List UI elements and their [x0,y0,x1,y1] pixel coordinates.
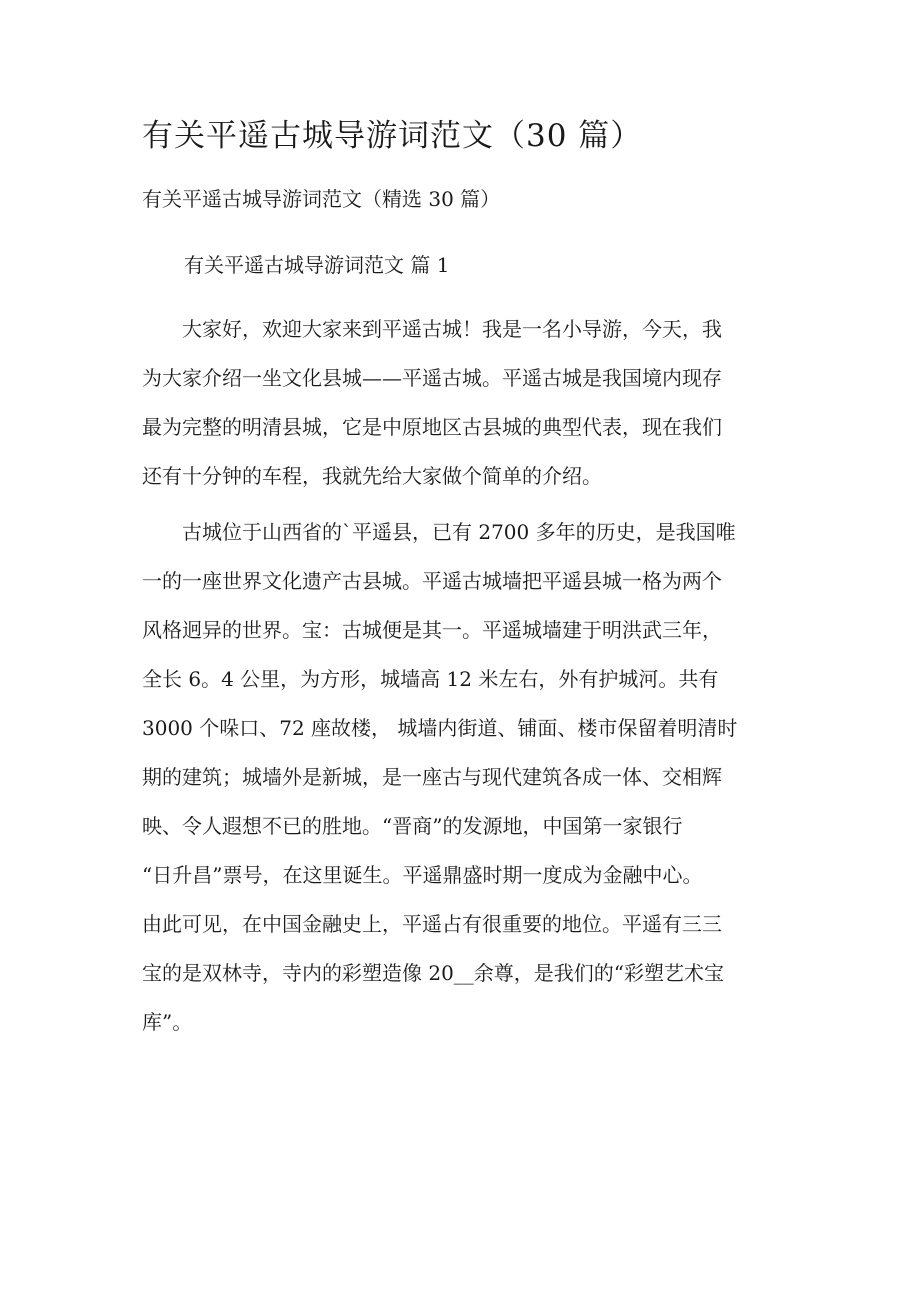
paragraph-line: 3000 个哚口、72 座故楼， 城墙内街道、铺面、楼市保留着明清时 [142,716,738,740]
paragraph-line: 库”。 [142,1010,193,1034]
paragraph-line: 大家好，欢迎大家来到平遥古城！我是一名小导游，今天，我 [142,317,722,341]
paragraph-line: 还有十分钟的车程，我就先给大家做个简单的介绍。 [142,464,602,488]
paragraph-line: 宝的是双林寺，寺内的彩塑造像 20__余尊，是我们的“彩塑艺术宝 [142,961,725,985]
document-title: 有关平遥古城导游词范文（30 篇） [142,118,643,154]
paragraph-line: 风格迥异的世界。宝：古城便是其一。平遥城墙建于明洪武三年， [142,618,722,642]
paragraph-line: 全长 6。4 公里，为方形，城墙高 12 米左右，外有护城河。共有 [142,667,719,691]
paragraph-line: 期的建筑；城墙外是新城，是一座古与现代建筑各成一体、交相辉 [142,765,722,789]
paragraph-line: 由此可见，在中国金融史上，平遥占有很重要的地位。平遥有三三 [142,912,722,936]
paragraph-line: 最为完整的明清县城，它是中原地区古县城的典型代表，现在我们 [142,415,722,439]
section-heading: 有关平遥古城导游词范文 篇 1 [184,253,450,277]
paragraph-2 [142,508,772,1047]
paragraph-line: “日升昌”票号，在这里诞生。平遥鼎盛时期一度成为金融中心。 [142,863,703,887]
document-subtitle: 有关平遥古城导游词范文（精选 30 篇） [142,187,501,211]
paragraph-line: 古城位于山西省的`平遥县，已有 2700 多年的历史，是我国唯 [142,520,736,544]
paragraph-line: 一的一座世界文化遗产古县城。平遥古城墙把平遥县城一格为两个 [142,569,722,593]
paragraph-1 [142,305,772,501]
paragraph-line: 为大家介绍一坐文化县城——平遥古城。平遥古城是我国境内现存 [142,366,722,390]
paragraph-line: 映、令人遐想不已的胜地。“晋商”的发源地，中国第一家银行 [142,814,683,838]
